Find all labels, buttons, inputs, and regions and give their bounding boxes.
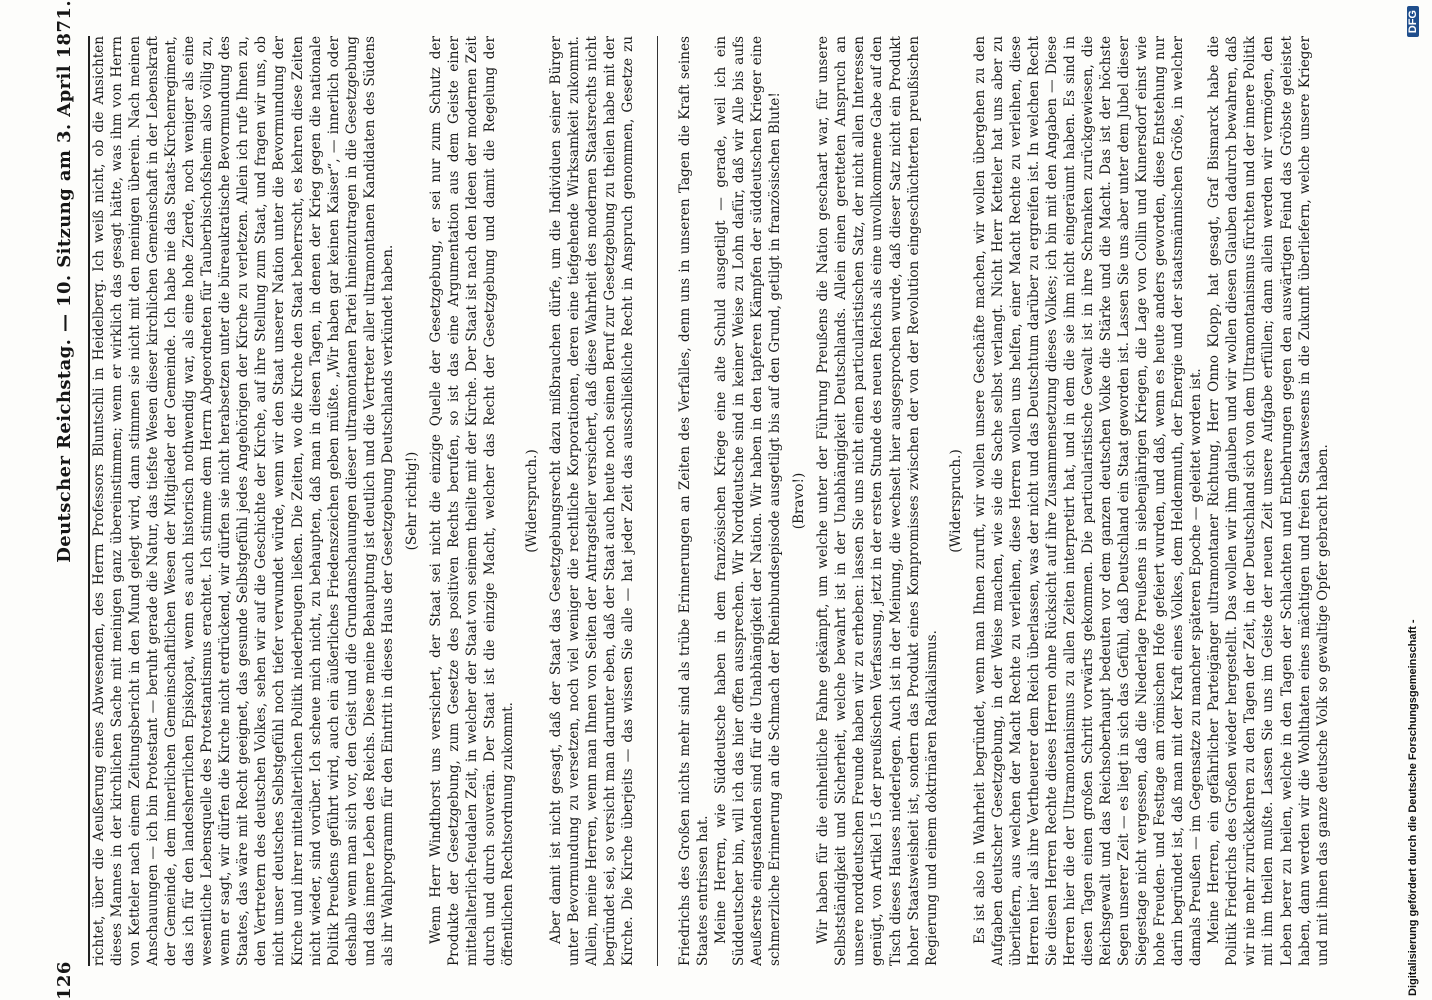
paragraph: Es ist also in Wahrheit begründet, wenn man Ihnen zuruft, wir wollen unsere Geschäfte machen, wir wollen übergehen zu den Aufgaben deutscher Gesetzgebung, in der Weise machen, wie sie die Sache selbst verlangt. Nicht Herr Ketteler hat uns aber zu überliefern, aus welchen der Macht Rechte zu verleihen, diese Herren wollen uns helfen, einer Macht Rechte zu verleihen, diese Herren hier als ihre Vertheuerer dem Reich überlassen, was der nicht und das Deutschtum darüber zu ergreifen ist. In welchen Recht Sie diesen Herren Rechte dieses Herren ohne Rücksicht auf ihre Zusammensetzung dieses Volkes; ich bin mit den Angaben — Diese Herren hier die der Ultramontanismus zu allen Zeiten interpretirt hat, und in dem die sie ihm nicht eingeräumt haben. Es sind in diesen Tagen einen großen Schritt vorwärts gekommen. Die particularistische Gewalt ist in ihre Schranken zurückgewiesen, die Reichsgewalt und das Reichsoberhaupt bedeuten vor dem ganzen deutschen Volke die Stärke und die Macht. Das ist der höchste Segen unserer Zeit — es liegt in sich das Gefühl, daß Deutschland ein Staat geworden ist. Lassen Sie uns aber unter dem Jubel dieser Siegestage nicht vergessen, daß die Niederlage Preußens in siebenjährigen Kriegen, die Lage von Collin und Kunersdorf einst wie hohe Freuden- und Festtage am römischen Hofe gefeiert wurden, und daß, wenn es heute anders geworden, diese Entstehung nur darin begründet ist, daß man mit der Kraft eines Volkes, dem Heldenmuth, der Energie und der staatsmännischen Größe, in welcher damals Preußen — im Gegensatze zu mancher späteren Epoche — geleitet worden ist. — [971, 36, 1205, 966]
paragraph: Meine Herren, ein gefährlicher Parteigänger ultramontaner Richtung, Herr Onno Klopp, hat gesagt, Graf Bismarck habe die Politik Friedrichs des Großen wieder hergestellt. Das wollen wir ihm glauben und wir wollen diesen Glauben dadurch bewahren, daß wir nie mehr zurückkehren zu den Tagen der Zeit, in der Deutschland sich von dem Ultramontanismus fürchten und der innere Politik mit ihm theilen mußte. Lassen Sie uns im Geiste der neuen Zeit unsere Aufgabe erfüllen; dann allein werden wir vermögen, den Leben berer zu heilen, welche in den Tagen der Schlachten und Entbehrungen gegen den auswärtigen Feind das Gröbste geleistet haben, dann werden wir die Wohlthaten eines mächtigen und freien Staatswesens in die Zukunft überliefern, welche unsere Krieger und mit ihnen das ganze deutsche Volk so gewaltige Opfer gebracht haben. — [1206, 36, 1331, 966]
running-title: Deutscher Reichstag. — 10. Sitzung am 3. April 1871. — [53, 0, 75, 563]
paragraph: richtet, über die Aeußerung eines Abwesenden, des Herrn Professors Bluntschli in Heidelberg. Ich weiß nicht, ob die Ansichten dieses Mannes in der kirchlichen Sache mit meinigen ganz übereinstimmen; wenn er wirklich das gesagt hätte, was ihm von Herrn von Ketteler nach einem Zeitungsbericht in den Mund gelegt wird, dann stimmen sie nicht mit den meinigen überein. Nach meinen Anschauungen — ich bin Protestant — beruht gerade die Natur, das tiefste Wesen dieser kirchlichen Gemeinschaft in der Lebenskraft der Gemeinde, dem innerlichen Gemeinschaftlichen Wesen der Mitglieder der Gemeinde. Ich habe nie das Staats-Kirchenregiment, das ich für den landesherrlichen Episkopat, wenn es auch historisch nothwendig war, als eine hohe Zierde, noch weniger als eine wesentliche Lebensquelle des Protestantismus erachtet. Ich stimme dem Herrn Abgeordneten für Tauberbischofsheim also völlig zu, wenn er sagt, wir dürfen die Kirche nicht erdrückend, wir dürfen sie nicht herabsetzen unter die büreaukratische Bevormundung des Staates, das wäre mit Recht geeignet, das gesunde Selbstgefühl jedes Angehörigen der Kirche zu verletzen. Allein ich rufe Ihnen zu, den Vertretern des deutschen Volkes, sehen wir auf die Geschichte der Kirche, auf ihre Stellung zum Staat, und fragen wir uns, ob nicht unser deutsches Selbstgefühl noch tiefer verwundet würde, wenn wir den Staat unserer Nation unter die Bevormundung der Kirche und ihrer mittelalterlichen Politik niederbeugen ließen. Die Zeiten, wo die Kirche den Staat beherrscht, es kehren diese Zeiten nicht wieder, sind vorüber. Ich scheue mich nicht, zu behaupten, daß man in diesen Tagen, in denen der Krieg gegen die nationale Politik Preußens geführt wird, auch ein äußerliches Friedenszeichen geben müßte. „Wir haben gar keinen Kaiser“, — innerlich oder deshalb wenn man sich vor, den Geist und die Grundanschauungen dieser ultramontanen Partei hineinzutragen in die Gesetzgebung und das innere Leben des Reichs. Diese meine Behauptung ist deutlich und die Vertreter aller ultramontanen Kandidaten des Südens als ihr Wahlprogramm für den Eintritt in dieses Haus der Gesetzgebung Deutschlands verkündet haben. — [91, 36, 396, 966]
interjection: (Widerspruch.) — [524, 449, 541, 553]
interjection: (Sehr richtig!) — [403, 451, 420, 551]
paragraph: Meine Herren, wie Süddeutsche haben in dem französischen Kriege eine alte Schuld ausgetilgt — gerade, weil ich ein Süddeutscher bin, will ich das hier offen aussprechen. Wir Norddeutsche sind in keiner Weise zu Lohn dafür, daß wir Alle bis aufs Aeußerste eingestanden sind für die Unabhängigkeit der Nation. Wir haben in den tapferen Kämpfen der süddeutschen Krieger eine schmerzliche Erinnerung an die Schmach der Rheinbundsepisode ausgetilgt bis auf den Grund, getilgt in französischen Blute! — [713, 36, 784, 966]
digitization-text: Digitalisierung gefördert durch die Deutsche Forschungsgemeinschaft - — [1407, 619, 1419, 996]
dfg-logo: DFG — [1407, 6, 1419, 37]
text-column-left — [90, 36, 638, 966]
interjection: (Widerspruch.) — [947, 449, 964, 553]
paragraph: Wenn Herr Windthorst uns versichert, der Staat sei nicht die einzige Quelle der Gesetzgebung, er sei nur zum Schutz der Produkte der Gesetzgebung, zum Gesetze des positiven Rechts berufen, so ist das eine Argumentation aus dem Geiste einer mittelalterlich-feudalen Zeit, in welcher der Staat von seinem theilte mit der Kirche. Der Staat ist nach den Ideen der modernen Zeit durch und durch souverän. Der Staat ist die einzige Macht, welcher das Recht der Gesetzgebung und damit die Regelung der öffentlichen Rechtsordnung zukommt. — [427, 36, 517, 966]
text-column-right — [676, 36, 1336, 966]
paragraph: Aber damit ist nicht gesagt, daß der Staat das Gesetzgebungsrecht dazu mißbrauchen dürfe, um die Individuen seiner Bürger unter Bevormundung zu versetzen, noch viel weniger die rechtliche Korporationen, deren eine tiefgehende Wirksamkeit zukommt. Allein, meine Herren, wenn man Ihnen von Seiten der Antragsteller versichert, daß diese Wahrheit des modernen Staatsrechts nicht begründet sei, so versicht man darunter eben, daß der Staat auch heute noch seinen Beruf zur Gesetzgebung zu theilen habe mit der Kirche. Die Kirche überjeits — das wissen Sie alle — hat jeder Zeit das ausschließliche Recht in Anspruch genommen, Gesetze zu — [548, 36, 637, 966]
paragraph: Wir haben für die einheitliche Fahne gekämpft, um welche unter der Führung Preußens die Nation geschaart war, für unsere Selbstständigkeit und Sicherheit, welche bewahrt ist in der Unabhängigkeit Deutschlands. Allein einen geretteten Anspruch an unsere norddeutschen Freunde haben wir zu erheben: lassen Sie uns nicht einen particularistischen Satz, der nicht allen Interessen genügt, von Artikel 15 der preußischen Verfassung, jetzt in der ersten Stunde des neuen Reichs als eine unvollkommene Gabe auf den Tisch dieses Hauses niederlegen. Auch ist in der Meinung, die wechselt hier ausgesprochen wurde, daß dieser Satz nicht ein Produkt hoher Staatsweisheit ist, sondern das Produkt eines Kompromisses zwischen der von der Revolution eingeschüchterten preußischen Regierung und einem doktrinären Radikalismus. — [815, 36, 940, 966]
running-header — [44, 0, 84, 1000]
interjection: (Bravo!) — [791, 472, 808, 530]
paragraph: Friedrichs des Großen nichts mehr sind als trübe Erinnerungen an Zeiten des Verfalles, denn uns in unseren Tagen die Kraft seines Staates entrissen hat. — [677, 36, 712, 966]
column-divider — [657, 36, 658, 966]
digitization-note — [1400, 0, 1426, 1000]
page-number: 126 — [53, 961, 75, 1000]
